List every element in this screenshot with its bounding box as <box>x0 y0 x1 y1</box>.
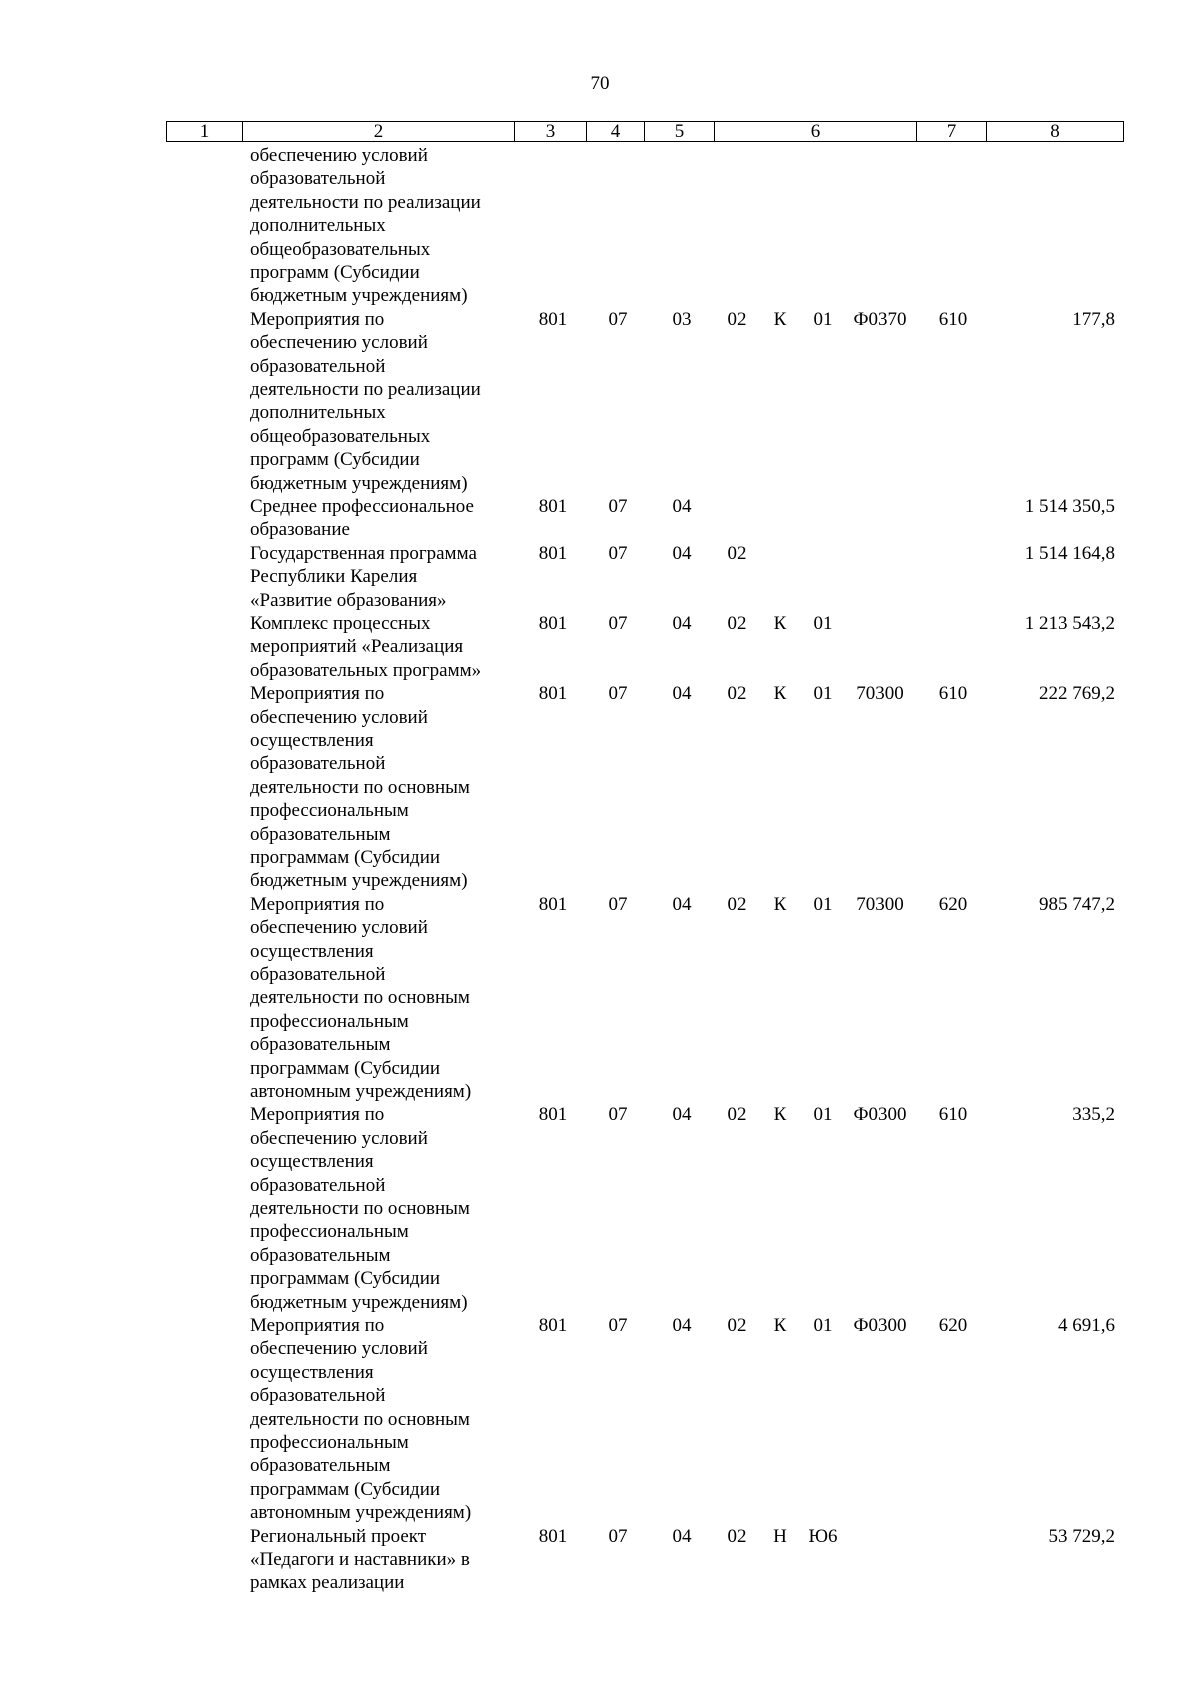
description-line: деятельности по реализации <box>250 379 481 401</box>
description-line: обеспечению условий <box>250 1338 428 1360</box>
description-line: Мероприятия по <box>250 1104 385 1126</box>
cell-c5: 04 <box>672 542 692 564</box>
page-number: 70 <box>590 73 610 94</box>
cell-c6d: Ф0300 <box>853 1104 907 1126</box>
cell-c7: 610 <box>938 683 968 705</box>
description-line: общеобразовательных <box>250 425 431 447</box>
description-line: Комплекс процессных <box>250 613 431 634</box>
description-line: образовательных программ» <box>250 659 482 681</box>
cell-c4: 07 <box>608 1315 628 1336</box>
cell-c7: 620 <box>938 893 968 915</box>
cell-c8: 177,8 <box>1072 308 1115 330</box>
cell-c6a: 02 <box>727 1315 747 1336</box>
cell-c8: 985 747,2 <box>1039 893 1115 915</box>
description-line: обеспечению условий <box>250 332 428 354</box>
description-line: Мероприятия по <box>250 1315 385 1336</box>
cell-c6a: 02 <box>727 1525 747 1547</box>
cell-c5: 04 <box>672 613 692 634</box>
cell-c3: 801 <box>538 683 568 705</box>
cell-c6c: 01 <box>813 683 833 705</box>
description-line: образовательной <box>250 355 386 377</box>
description-line: деятельности по основным <box>250 1198 470 1220</box>
description-line: деятельности по основным <box>250 987 470 1009</box>
description-line: осуществления <box>250 1151 374 1173</box>
description-line: образовательной <box>250 168 386 190</box>
row-description <box>250 542 510 612</box>
description-line: профессиональным <box>250 1221 409 1243</box>
cell-c4: 07 <box>608 308 628 330</box>
cell-c5: 04 <box>672 1525 692 1547</box>
cell-c6b: К <box>773 613 787 634</box>
cell-c3: 801 <box>538 542 568 564</box>
cell-c5: 04 <box>672 496 692 517</box>
cell-c6c: 01 <box>813 1104 833 1126</box>
description-line: образовательным <box>250 1455 391 1477</box>
cell-c3: 801 <box>538 1525 568 1547</box>
cell-c8: 4 691,6 <box>1058 1315 1115 1336</box>
description-line: осуществления <box>250 1361 374 1383</box>
cell-c6b: К <box>773 1104 787 1126</box>
cell-c6a: 02 <box>727 893 747 915</box>
description-line: профессиональным <box>250 1432 409 1454</box>
cell-c4: 07 <box>608 893 628 915</box>
cell-c6b: К <box>773 1315 787 1336</box>
description-line: дополнительных <box>250 215 386 237</box>
header-col-3: 3 <box>515 122 587 141</box>
row-description <box>250 1103 510 1314</box>
description-line: обеспечению условий <box>250 917 428 939</box>
header-col-6: 6 <box>715 122 917 141</box>
cell-c3: 801 <box>538 893 568 915</box>
description-line: образовательной <box>250 1385 386 1407</box>
cell-c6a: 02 <box>727 542 747 564</box>
description-line: программам (Субсидии <box>250 1057 441 1079</box>
description-line: «Развитие образования» <box>250 589 447 611</box>
cell-c6c: 01 <box>813 893 833 915</box>
description-line: бюджетным учреждениям) <box>250 285 468 307</box>
cell-c8: 53 729,2 <box>1048 1525 1115 1547</box>
description-line: Мероприятия по <box>250 893 385 915</box>
cell-c5: 04 <box>672 893 692 915</box>
description-line: обеспечению условий <box>250 706 428 728</box>
description-line: профессиональным <box>250 1010 409 1032</box>
cell-c6a: 02 <box>727 308 747 330</box>
description-line: образовательной <box>250 964 386 986</box>
cell-c4: 07 <box>608 1525 628 1547</box>
cell-c5: 04 <box>672 1315 692 1336</box>
cell-c6a: 02 <box>727 683 747 705</box>
description-line: Республики Карелия <box>250 566 418 588</box>
description-line: Среднее профессиональное <box>250 496 474 517</box>
row-description <box>250 1314 510 1525</box>
cell-c6b: Н <box>773 1525 787 1547</box>
cell-c8: 1 514 350,5 <box>1024 496 1115 517</box>
description-line: обеспечению условий <box>250 1127 428 1149</box>
cell-c8: 222 769,2 <box>1039 683 1115 705</box>
cell-c6a: 02 <box>727 613 747 634</box>
description-line: программам (Субсидии <box>250 1478 441 1500</box>
cell-c7: 610 <box>938 1104 968 1126</box>
row-description <box>250 1525 510 1595</box>
row-description <box>250 682 510 893</box>
cell-c6b: К <box>773 893 787 915</box>
cell-c6c: 01 <box>813 1315 833 1336</box>
header-col-1: 1 <box>167 122 243 141</box>
description-line: деятельности по основным <box>250 1408 470 1430</box>
description-line: автономным учреждениям) <box>250 1081 472 1103</box>
description-line: обеспечению условий <box>250 145 428 166</box>
cell-c3: 801 <box>538 613 568 634</box>
cell-c5: 04 <box>672 683 692 705</box>
description-line: программ (Субсидии <box>250 449 420 471</box>
header-col-2: 2 <box>243 122 515 141</box>
description-line: деятельности по основным <box>250 776 470 798</box>
cell-c3: 801 <box>538 1104 568 1126</box>
description-line: Мероприятия по <box>250 683 385 705</box>
description-line: программ (Субсидии <box>250 262 420 284</box>
description-line: бюджетным учреждениям) <box>250 472 468 494</box>
cell-c5: 04 <box>672 1104 692 1126</box>
description-line: осуществления <box>250 730 374 751</box>
description-line: бюджетным учреждениям) <box>250 870 468 892</box>
cell-c6d: 70300 <box>856 893 904 915</box>
cell-c3: 801 <box>538 496 568 517</box>
cell-c6d: Ф0300 <box>853 1315 907 1336</box>
cell-c7: 620 <box>938 1315 968 1336</box>
description-line: образовательным <box>250 1244 391 1266</box>
row-description <box>250 144 510 308</box>
cell-c6c: 01 <box>813 613 833 634</box>
table-header <box>166 121 1124 142</box>
cell-c4: 07 <box>608 496 628 517</box>
description-line: рамках реализации <box>250 1572 405 1594</box>
row-description <box>250 612 510 682</box>
cell-c4: 07 <box>608 1104 628 1126</box>
header-col-8: 8 <box>1050 121 1060 142</box>
cell-c6d: 70300 <box>856 683 904 705</box>
cell-c6c: Ю6 <box>808 1525 838 1547</box>
cell-c5: 03 <box>672 308 692 330</box>
cell-c8: 1 213 543,2 <box>1024 613 1115 634</box>
description-line: образовательным <box>250 1034 391 1056</box>
description-line: Региональный проект <box>250 1525 427 1547</box>
description-line: Мероприятия по <box>250 308 385 330</box>
description-line: осуществления <box>250 940 374 962</box>
description-line: образование <box>250 519 350 541</box>
cell-c6b: К <box>773 683 787 705</box>
header-col-4: 4 <box>587 122 645 141</box>
description-line: бюджетным учреждениям) <box>250 1291 468 1313</box>
description-line: автономным учреждениям) <box>250 1502 472 1524</box>
cell-c6c: 01 <box>813 308 833 330</box>
description-line: программам (Субсидии <box>250 1268 441 1290</box>
description-line: мероприятий «Реализация <box>250 636 464 658</box>
cell-c7: 610 <box>938 308 968 330</box>
header-col-7: 7 <box>917 122 987 141</box>
description-line: дополнительных <box>250 402 386 424</box>
description-line: образовательным <box>250 823 391 845</box>
cell-c4: 07 <box>608 542 628 564</box>
description-line: образовательной <box>250 1174 386 1196</box>
row-description <box>250 495 510 542</box>
cell-c3: 801 <box>538 1315 568 1336</box>
description-line: общеобразовательных <box>250 238 431 260</box>
cell-c4: 07 <box>608 683 628 705</box>
cell-c6d: Ф0370 <box>853 308 907 330</box>
description-line: деятельности по реализации <box>250 191 481 213</box>
cell-c4: 07 <box>608 613 628 634</box>
header-col-5: 5 <box>645 122 715 141</box>
description-line: Государственная программа <box>250 542 477 564</box>
row-description <box>250 893 510 1104</box>
description-line: «Педагоги и наставники» в <box>250 1549 470 1570</box>
cell-c8: 335,2 <box>1072 1104 1115 1126</box>
description-line: профессиональным <box>250 800 409 822</box>
cell-c6b: К <box>773 308 787 330</box>
row-description <box>250 308 510 495</box>
cell-c3: 801 <box>538 308 568 330</box>
description-line: программам (Субсидии <box>250 847 441 869</box>
cell-c6a: 02 <box>727 1104 747 1126</box>
description-line: образовательной <box>250 753 386 775</box>
cell-c8: 1 514 164,8 <box>1024 542 1115 564</box>
